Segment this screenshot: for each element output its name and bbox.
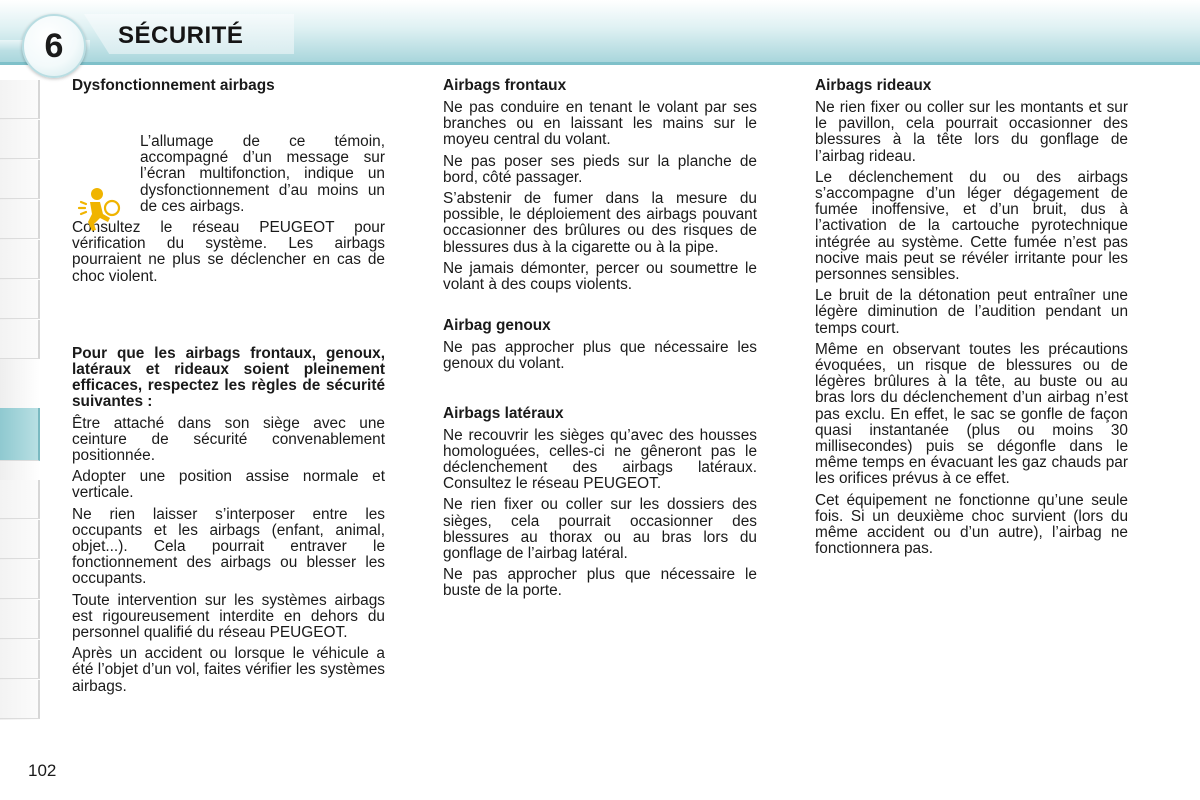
warning-description: L’allumage de ce témoin, accompagné d’un message sur l’écran multifonction, indique un dysfonctionnement d’au moins un de ces airbags. xyxy=(140,133,385,215)
paragraph-consultez: Consultez le réseau PEUGEOT pour vérification du système. Les airbags pourraient ne plus se déclencher en cas de choc violent. xyxy=(72,219,385,285)
page-number: 102 xyxy=(28,761,57,780)
paragraph-intervention: Toute intervention sur les systèmes airbags est rigoureusement interdite en dehors du personnel qualifié du réseau PEUGEOT. xyxy=(72,591,385,642)
section-title-genoux: Airbag genoux xyxy=(443,317,551,335)
side-tab-active-chapter-6[interactable] xyxy=(0,408,40,461)
side-tab-10[interactable] xyxy=(0,520,40,559)
side-tab-5[interactable] xyxy=(0,240,40,279)
side-tab-12[interactable] xyxy=(0,600,40,639)
side-tab-4[interactable] xyxy=(0,200,40,239)
airbag-warning-icon xyxy=(76,184,122,232)
side-tab-9[interactable] xyxy=(0,480,40,519)
column-2 xyxy=(443,78,757,605)
paragraph-rideaux-3: Le bruit de la détonation peut entraîner une légère diminution de l’audition pendant un temps court. xyxy=(815,287,1128,337)
side-tab-7[interactable] xyxy=(0,320,40,359)
warning-block xyxy=(72,134,385,215)
chapter-badge xyxy=(22,14,86,78)
chapter-number: 6 xyxy=(44,26,64,65)
paragraph-interposer: Ne rien laisser s’interposer entre les occupants et les airbags (enfant, animal, objet...). Cela pourrait entraver le fonctionnement des airbags ou blesser les occupants. xyxy=(72,505,385,588)
paragraph-genoux-1: Ne pas approcher plus que nécessaire les genoux du volant. xyxy=(443,339,757,373)
paragraph-frontaux-3: S’abstenir de fumer dans la mesure du possible, le déploiement des airbags pouvant occasionner des brûlures ou des risques de blessures dus à la cigarette ou à la pipe. xyxy=(443,190,757,256)
paragraph-lateraux-1: Ne recouvrir les sièges qu’avec des housses homologuées, celles-ci ne gêneront pas le déclenchement des airbags latéraux. Consultez le réseau PEUGEOT. xyxy=(443,426,757,493)
side-tab-6[interactable] xyxy=(0,280,40,319)
paragraph-frontaux-4: Ne jamais démonter, percer ou soumettre le volant à des coups violents. xyxy=(443,259,757,294)
column-1 xyxy=(72,78,385,700)
paragraph-lateraux-3: Ne pas approcher plus que nécessaire le buste de la porte. xyxy=(443,566,757,600)
paragraph-position: Adopter une position assise normale et verticale. xyxy=(72,468,385,502)
paragraph-rideaux-4: Même en observant toutes les précautions évoquées, un risque de blessures ou de légères brûlures à la tête, au buste ou au bras lors du déclenchement d’un airbag n’est pas exclu. En effet, le sac se gonfle de façon quasi instantanée (plus ou moins 30 millisecondes) puis se dégonfle dans le même temps en évacuant les gaz chauds par les orifices prévus à ce effet. xyxy=(815,340,1128,488)
side-tabs xyxy=(0,80,40,720)
page-title: SÉCURITÉ xyxy=(118,22,244,49)
paragraph-lateraux-2: Ne rien fixer ou coller sur les dossiers des sièges, cela pourrait occasionner des blessures au thorax ou au bras lors du gonflage de l’airbag latéral. xyxy=(443,496,757,563)
paragraph-accident: Après un accident ou lorsque le véhicule a été l’objet d’un vol, faites vérifier les systèmes airbags. xyxy=(72,645,385,695)
side-tab-11[interactable] xyxy=(0,560,40,599)
paragraph-ceinture: Être attaché dans son siège avec une ceinture de sécurité convenablement positionnée. xyxy=(72,414,385,465)
section-title-rideaux: Airbags rideaux xyxy=(815,77,932,94)
section-title-frontaux: Airbags frontaux xyxy=(443,77,567,94)
side-tab-3[interactable] xyxy=(0,160,40,199)
side-tab-14[interactable] xyxy=(0,680,40,719)
side-tab-1[interactable] xyxy=(0,80,40,119)
safety-rules-lead: Pour que les airbags frontaux, genoux, latéraux et rideaux soient pleinement efficaces, respectez les règles de sécurité suivantes : xyxy=(72,344,385,411)
paragraph-rideaux-2: Le déclenchement du ou des airbags s’accompagne d’un léger dégagement de fumée inoffensive, et d’un bruit, dus à l’activation de la cartouche pyrotechnique intégrée au système. Cette fumée n’est pas nocive mais peut se révéler irritante pour les personnes sensibles. xyxy=(815,168,1128,284)
paragraph-rideaux-5: Cet équipement ne fonctionne qu’une seule fois. Si un deuxième choc survient (lors du même accident ou d’un autre), l’airbag ne fonctionnera pas. xyxy=(815,491,1128,558)
paragraph-rideaux-1: Ne rien fixer ou coller sur les montants et sur le pavillon, cela pourrait occasionner des blessures à la tête lors du gonflage de l’airbag rideau. xyxy=(815,99,1128,165)
section-title-dysfonctionnement: Dysfonctionnement airbags xyxy=(72,77,275,94)
paragraph-frontaux-2: Ne pas poser ses pieds sur la planche de bord, côté passager. xyxy=(443,152,757,186)
side-tab-2[interactable] xyxy=(0,120,40,159)
column-3 xyxy=(815,78,1128,562)
paragraph-frontaux-1: Ne pas conduire en tenant le volant par ses branches ou en laissant les mains sur le moyeu central du volant. xyxy=(443,99,757,149)
section-title-lateraux: Airbags latéraux xyxy=(443,404,564,422)
side-tab-13[interactable] xyxy=(0,640,40,679)
